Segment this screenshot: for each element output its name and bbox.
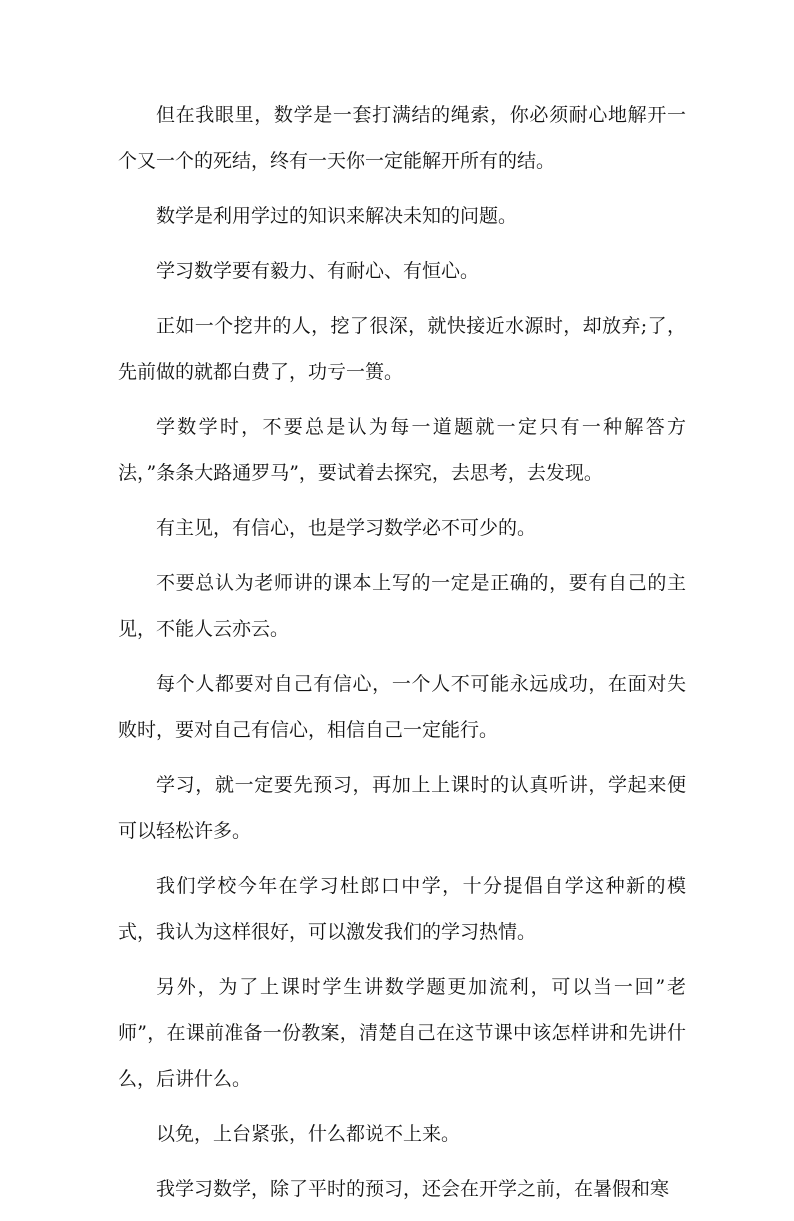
paragraph-4: 正如一个挖井的人，挖了很深，就快接近水源时，却放弃;了，先前做的就都白费了，功亏一篑。 bbox=[118, 315, 686, 383]
paragraph-12: 以免，上台紧张，什么都说不上来。 bbox=[156, 1123, 461, 1145]
paragraph-5: 学数学时，不要总是认为每一道题就一定只有一种解答方法，”条条大路通罗马”，要试着去探究，去思考，去发现。 bbox=[118, 416, 686, 484]
paragraph-9: 学习，就一定要先预习，再加上上课时的认真听讲，学起来便可以轻松许多。 bbox=[118, 774, 686, 842]
paragraph-3: 学习数学要有毅力、有耐心、有恒心。 bbox=[156, 260, 480, 282]
document-body bbox=[118, 92, 686, 1221]
paragraph-7: 不要总认为老师讲的课本上写的一定是正确的，要有自己的主见，不能人云亦云。 bbox=[118, 572, 686, 640]
paragraph-2: 数学是利用学过的知识来解决未知的问题。 bbox=[156, 205, 518, 227]
paragraph-6: 有主见，有信心，也是学习数学必不可少的。 bbox=[156, 517, 537, 539]
paragraph-8: 每个人都要对自己有信心，一个人不可能永远成功，在面对失败时，要对自己有信心，相信自己一定能行。 bbox=[118, 673, 686, 741]
paragraph-13: 我学习数学，除了平时的预习，还会在开学之前，在暑假和寒 bbox=[156, 1178, 670, 1200]
paragraph-11: 另外，为了上课时学生讲数学题更加流利，可以当一回”老师”，在课前准备一份教案，清楚自己在这节课中该怎样讲和先讲什么，后讲什么。 bbox=[118, 976, 686, 1090]
paragraph-1: 但在我眼里，数学是一套打满结的绳索，你必须耐心地解开一个又一个的死结，终有一天你一定能解开所有的结。 bbox=[118, 104, 686, 172]
paragraph-10: 我们学校今年在学习杜郎口中学，十分提倡自学这种新的模式，我认为这样很好，可以激发我们的学习热情。 bbox=[118, 875, 686, 943]
